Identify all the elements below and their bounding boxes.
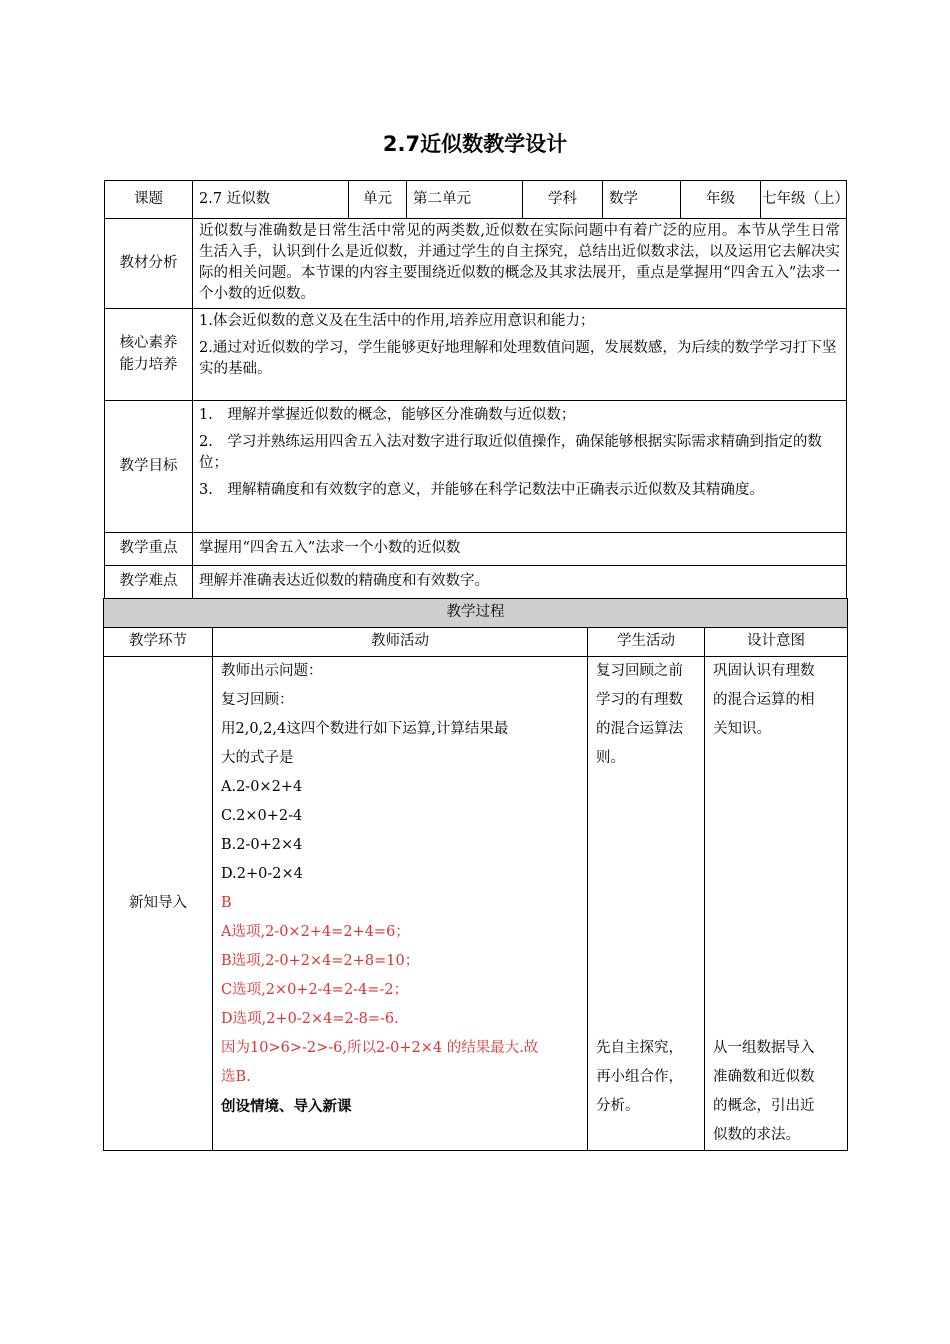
- intent-line: 准确数和近似数: [713, 1069, 815, 1085]
- col-stage-header: 教学环节: [104, 628, 213, 657]
- intent-line: 似数的求法。: [713, 1127, 800, 1143]
- unit-value: 第二单元: [407, 181, 523, 219]
- stage-label: 新知导入: [104, 657, 213, 1151]
- key-point-text: 掌握用“四舍五入”法求一个小数的近似数: [193, 533, 847, 566]
- answer-line: 因为10>6>-2>-6,所以2-0+2×4 的结果最大.故: [221, 1040, 539, 1056]
- answer-line: 选B.: [221, 1069, 251, 1085]
- analysis-label: 教材分析: [105, 219, 193, 309]
- process-heading: 教学过程: [104, 599, 848, 628]
- difficulty-label: 教学难点: [105, 566, 193, 599]
- goal-item-1: 1. 理解并掌握近似数的概念，能够区分准确数与近似数；: [199, 407, 576, 423]
- teacher-line: 复习回顾：: [221, 692, 294, 708]
- intent-line: 的混合运算的相: [713, 692, 815, 708]
- student-line: 的混合运算法: [596, 721, 683, 737]
- student-line: 再小组合作，: [596, 1069, 683, 1085]
- col-student-header: 学生活动: [588, 628, 705, 657]
- info-table: [104, 180, 847, 599]
- student-line: 则。: [596, 750, 625, 766]
- goals-label: 教学目标: [105, 401, 193, 533]
- subject-value: 数学: [603, 181, 681, 219]
- option-c: C.2×0+2-4: [221, 808, 303, 824]
- col-intent-header: 设计意图: [705, 628, 848, 657]
- page-title: 2.7近似数教学设计: [382, 132, 568, 156]
- intent-line: 的概念，引出近: [713, 1098, 815, 1114]
- difficulty-text: 理解并准确表达近似数的精确度和有效数字。: [193, 566, 847, 599]
- intent-line: 巩固认识有理数: [713, 663, 815, 679]
- literacy-label: 核心素养能力培养: [105, 309, 193, 401]
- teacher-bold-heading: 创设情境、导入新课: [221, 1098, 352, 1115]
- answer-line: A选项,2-0×2+4=2+4=6；: [221, 924, 410, 940]
- topic-label: 课题: [105, 181, 193, 219]
- literacy-item-2: 2.通过对近似数的学习，学生能够更好地理解和处理数值问题，发展数感，为后续的数学学习打下坚实的基础。: [199, 340, 837, 378]
- subject-label: 学科: [523, 181, 603, 219]
- topic-value: 2.7 近似数: [193, 181, 349, 219]
- col-teacher-header: 教师活动: [213, 628, 588, 657]
- key-point-label: 教学重点: [105, 533, 193, 566]
- unit-label: 单元: [349, 181, 407, 219]
- student-line: 复习回顾之前: [596, 663, 683, 679]
- teacher-line: 用2,0,2,4这四个数进行如下运算,计算结果最: [221, 721, 509, 737]
- teacher-line: 教师出示问题：: [221, 663, 323, 679]
- intent-line: 关知识。: [713, 721, 771, 737]
- option-d: D.2+0-2×4: [221, 866, 303, 882]
- option-a: A.2-0×2+4: [221, 779, 303, 795]
- process-table: [103, 598, 848, 1151]
- student-line: 分析。: [596, 1098, 640, 1114]
- goal-item-3: 3. 理解精确度和有效数字的意义，并能够在科学记数法中正确表示近似数及其精确度。: [199, 482, 764, 499]
- analysis-text: 近似数与准确数是日常生活中常见的两类数,近似数在实际问题中有着广泛的应用。本节从学生日常生活入手，认识到什么是近似数，并通过学生的自主探究，总结出近似数求法，以及运用它去解决实际的相关问题。本节课的内容主要围绕近似数的概念及其求法展开，重点是掌握用“四舍五入”法求一个小数的近似数。: [193, 219, 847, 309]
- intent-line: 从一组数据导入: [713, 1040, 815, 1056]
- answer-line: B选项,2-0+2×4=2+8=10；: [221, 953, 420, 969]
- grade-label: 年级: [681, 181, 761, 219]
- teacher-line: 大的式子是: [221, 750, 294, 766]
- answer-line: C选项,2×0+2-4=2-4=-2；: [221, 982, 409, 998]
- answer-line: D选项,2+0-2×4=2-8=-6.: [221, 1011, 399, 1027]
- option-b: B.2-0+2×4: [221, 837, 303, 853]
- goal-item-2: 2. 学习并熟练运用四舍五入法对数字进行取近似值操作，确保能够根据实际需求精确到指定的数位；: [199, 434, 822, 472]
- answer-line: B: [221, 895, 232, 911]
- literacy-item-1: 1.体会近似数的意义及在生活中的作用,培养应用意识和能力；: [199, 313, 595, 329]
- student-line: 先自主探究，: [596, 1040, 683, 1056]
- student-line: 学习的有理数: [596, 692, 683, 708]
- grade-value: 七年级（上）: [761, 181, 847, 219]
